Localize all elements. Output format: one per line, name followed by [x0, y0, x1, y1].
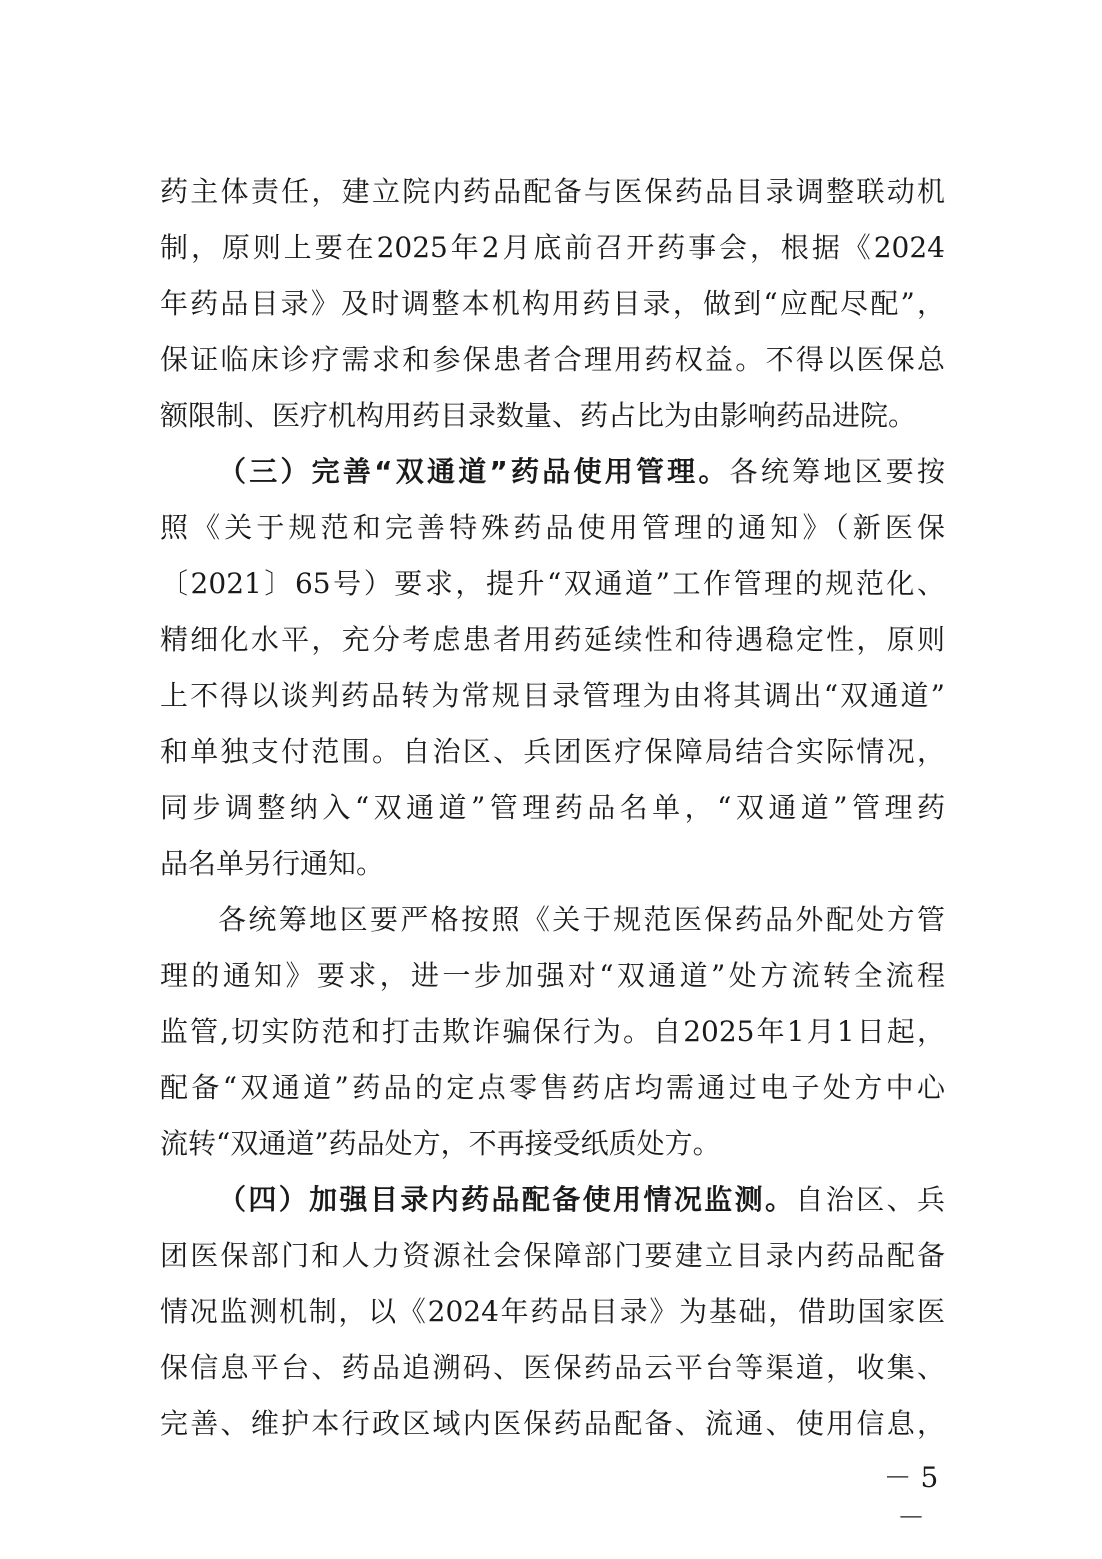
text-line: 同步调整纳入“双通道”管理药品名单，“双通道”管理药	[160, 791, 945, 824]
text-line: 药主体责任，建立院内药品配备与医保药品目录调整联动机	[160, 175, 945, 208]
section-4-heading: （四）加强目录内药品配备使用情况监测。	[218, 1183, 796, 1216]
text-line: 品名单另行通知。	[160, 847, 385, 880]
text-line: 理的通知》要求，进一步加强对“双通道”处方流转全流程	[160, 959, 945, 992]
section-4-text-start: 自治区、兵	[795, 1183, 945, 1216]
text-line: 〔2021〕65号）要求，提升“双通道”工作管理的规范化、	[160, 567, 945, 600]
text-line: 额限制、医疗机构用药目录数量、药占比为由影响药品进院。	[160, 399, 917, 432]
text-line: 完善、维护本行政区域内医保药品配备、流通、使用信息，	[160, 1407, 945, 1440]
text-line: 精细化水平，充分考虑患者用药延续性和待遇稳定性，原则	[160, 623, 945, 656]
text-line: 监管,切实防范和打击欺诈骗保行为。自2025年1月1日起，	[160, 1015, 945, 1048]
section-3-heading: （三）完善“双通道”药品使用管理。	[218, 455, 730, 488]
text-line: 流转“双通道”药品处方，不再接受纸质处方。	[160, 1127, 721, 1160]
section-3-text-start: 各统筹地区要按	[729, 455, 945, 488]
body-text	[160, 164, 945, 1452]
text-line: 保信息平台、药品追溯码、医保药品云平台等渠道，收集、	[160, 1351, 945, 1384]
text-line: 团医保部门和人力资源社会保障部门要建立目录内药品配备	[160, 1239, 945, 1272]
text-line: 上不得以谈判药品转为常规目录管理为由将其调出“双通道”	[160, 679, 945, 712]
page-number: － 5 －	[883, 1461, 939, 1534]
text-line: 制，原则上要在2025年2月底前召开药事会，根据《2024	[160, 231, 945, 264]
section-3-first-line	[160, 444, 945, 500]
text-line: 年药品目录》及时调整本机构用药目录，做到“应配尽配”，	[160, 287, 945, 320]
text-line: 配备“双通道”药品的定点零售药店均需通过电子处方中心	[160, 1071, 945, 1104]
text-line: 情况监测机制，以《2024年药品目录》为基础，借助国家医	[160, 1295, 945, 1328]
text-line: 保证临床诊疗需求和参保患者合理用药权益。不得以医保总	[160, 343, 945, 376]
text-line: 照《关于规范和完善特殊药品使用管理的通知》（新医保	[160, 511, 945, 544]
text-line: 各统筹地区要严格按照《关于规范医保药品外配处方管	[218, 903, 945, 936]
section-4-first-line	[160, 1172, 945, 1228]
text-line: 和单独支付范围。自治区、兵团医疗保障局结合实际情况，	[160, 735, 945, 768]
